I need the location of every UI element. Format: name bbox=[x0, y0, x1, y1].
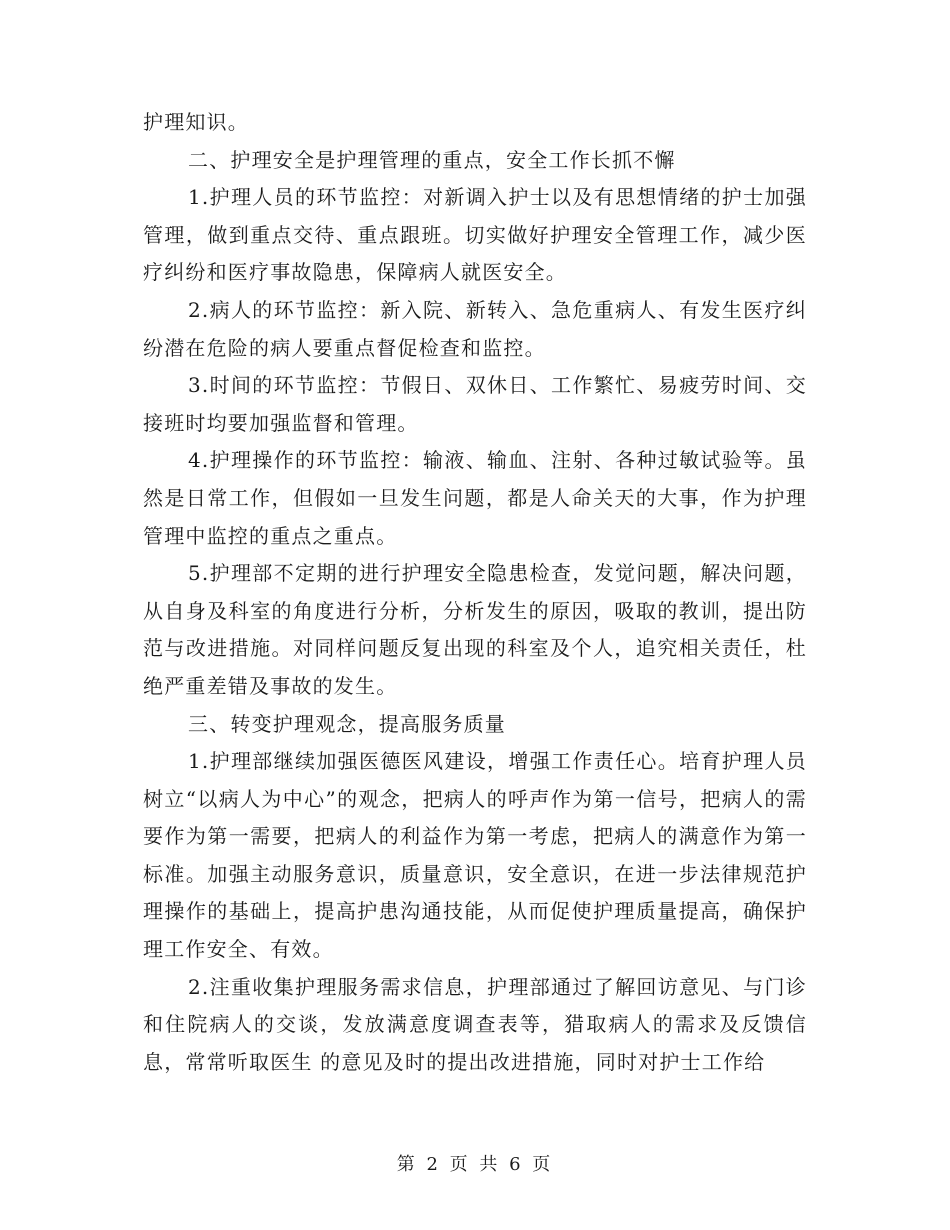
paragraph-item-2-3: 3.时间的环节监控：节假日、双休日、工作繁忙、易疲劳时间、交接班时均要加强监督和管理。 bbox=[143, 373, 807, 435]
paragraph-item-2-5: 5.护理部不定期的进行护理安全隐患检查，发觉问题，解决问题，从自身及科室的角度进行分析，分析发生的原因，吸取的教训，提出防范与改进措施。对同样问题反复出现的科室及个人，追究相关责任，杜绝严重差错及事故的发生。 bbox=[143, 561, 807, 698]
paragraph-item-2-4: 4.护理操作的环节监控：输液、输血、注射、各种过敏试验等。虽然是日常工作，但假如一旦发生问题，都是人命关天的大事，作为护理管理中监控的重点之重点。 bbox=[143, 448, 807, 548]
section-heading-3: 三、转变护理观念，提高服务质量 bbox=[188, 711, 506, 736]
section-heading-2: 二、护理安全是护理管理的重点，安全工作长抓不懈 bbox=[188, 147, 676, 172]
paragraph-continuation: 护理知识。 bbox=[143, 110, 249, 134]
paragraph-item-3-2: 2.注重收集护理服务需求信息，护理部通过了解回访意见、与门诊和住院病人的交谈，发放满意度调查表等，猎取病人的需求及反馈信息，常常听取医生 的意见及时的提出改进措施，同时对护士工作给 bbox=[143, 974, 807, 1074]
paragraph-item-2-1: 1.护理人员的环节监控：对新调入护士以及有思想情绪的护士加强管理，做到重点交待、重点跟班。切实做好护理安全管理工作，减少医疗纠纷和医疗事故隐患，保障病人就医安全。 bbox=[143, 185, 807, 285]
page-number-footer: 第 2 页 共 6 页 bbox=[396, 1154, 554, 1175]
paragraph-item-3-1: 1.护理部继续加强医德医风建设，增强工作责任心。培育护理人员树立“以病人为中心”的观念，把病人的呼声作为第一信号，把病人的需要作为第一需要，把病人的利益作为第一考虑，把病人的满意作为第一标准。加强主动服务意识，质量意识，安全意识，在进一步法律规范护理操作的基础上，提高护患沟通技能，从而促使护理质量提高，确保护理工作安全、有效。 bbox=[143, 749, 807, 962]
paragraph-item-2-2: 2.病人的环节监控：新入院、新转入、急危重病人、有发生医疗纠纷潜在危险的病人要重点督促检查和监控。 bbox=[143, 297, 807, 360]
document-body bbox=[143, 104, 807, 1081]
